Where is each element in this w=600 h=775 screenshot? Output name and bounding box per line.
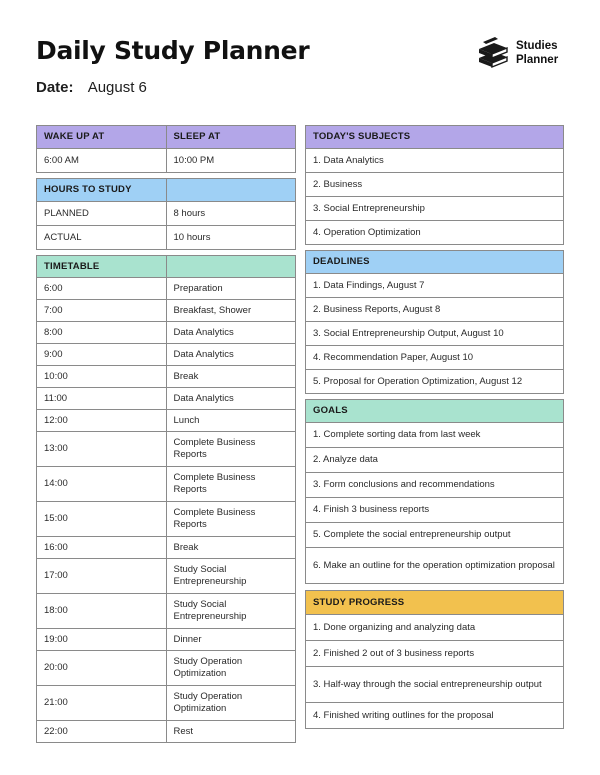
progress-item: 4. Finished writing outlines for the proposal (306, 703, 564, 729)
sleep-value: 10:00 PM (166, 149, 296, 173)
timetable-time: 8:00 (37, 322, 167, 344)
books-icon (476, 36, 510, 70)
timetable-time: 21:00 (37, 686, 167, 721)
progress-table (305, 590, 564, 729)
timetable-activity: Study Operation Optimization (166, 651, 296, 686)
goal-item: 3. Form conclusions and recommendations (306, 473, 564, 498)
subject-item: 1. Data Analytics (306, 149, 564, 173)
goals-header: GOALS (306, 400, 564, 423)
progress-item: 3. Half-way through the social entrepreneurship output (306, 667, 564, 703)
deadline-item: 1. Data Findings, August 7 (306, 274, 564, 298)
deadline-item: 5. Proposal for Operation Optimization, August 12 (306, 370, 564, 394)
timetable-time: 12:00 (37, 410, 167, 432)
timetable-time: 13:00 (37, 432, 167, 467)
timetable-time: 15:00 (37, 502, 167, 537)
timetable-header: TIMETABLE (37, 256, 167, 278)
timetable-activity: Rest (166, 721, 296, 743)
timetable-time: 18:00 (37, 594, 167, 629)
timetable-activity: Break (166, 537, 296, 559)
right-column (305, 125, 564, 729)
timetable-time: 9:00 (37, 344, 167, 366)
timetable-activity: Study Operation Optimization (166, 686, 296, 721)
goal-item: 2. Analyze data (306, 448, 564, 473)
wake-sleep-table (36, 125, 296, 173)
timetable-activity: Breakfast, Shower (166, 300, 296, 322)
timetable-time: 16:00 (37, 537, 167, 559)
date-row (36, 79, 147, 96)
timetable-activity: Study Social Entrepreneurship (166, 559, 296, 594)
timetable-activity: Complete Business Reports (166, 502, 296, 537)
page-title: Daily Study Planner (36, 36, 310, 65)
timetable-activity: Complete Business Reports (166, 467, 296, 502)
timetable-time: 19:00 (37, 629, 167, 651)
hours-table (36, 178, 296, 250)
timetable-activity: Study Social Entrepreneurship (166, 594, 296, 629)
planned-label: PLANNED (37, 202, 167, 226)
logo-text (516, 39, 558, 67)
timetable-time: 20:00 (37, 651, 167, 686)
timetable-activity: Data Analytics (166, 322, 296, 344)
date-value: August 6 (87, 79, 147, 96)
progress-item: 1. Done organizing and analyzing data (306, 615, 564, 641)
goal-item: 4. Finish 3 business reports (306, 498, 564, 523)
deadline-item: 3. Social Entrepreneurship Output, August 10 (306, 322, 564, 346)
timetable-activity: Complete Business Reports (166, 432, 296, 467)
progress-header: STUDY PROGRESS (306, 591, 564, 615)
actual-label: ACTUAL (37, 226, 167, 250)
subject-item: 2. Business (306, 173, 564, 197)
subject-item: 3. Social Entrepreneurship (306, 197, 564, 221)
sleep-header: SLEEP AT (166, 126, 296, 149)
logo (476, 36, 558, 70)
wake-up-value: 6:00 AM (37, 149, 167, 173)
timetable-time: 14:00 (37, 467, 167, 502)
hours-header: HOURS TO STUDY (37, 179, 167, 202)
timetable-activity: Data Analytics (166, 388, 296, 410)
timetable-time: 10:00 (37, 366, 167, 388)
logo-line-1: Studies (516, 40, 558, 52)
actual-value: 10 hours (166, 226, 296, 250)
goals-table (305, 399, 564, 584)
planned-value: 8 hours (166, 202, 296, 226)
timetable (36, 255, 296, 743)
timetable-activity: Dinner (166, 629, 296, 651)
hours-header-blank (166, 179, 296, 202)
subjects-table (305, 125, 564, 245)
wake-up-header: WAKE UP AT (37, 126, 167, 149)
subjects-header: TODAY'S SUBJECTS (306, 126, 564, 149)
deadline-item: 2. Business Reports, August 8 (306, 298, 564, 322)
deadlines-table (305, 250, 564, 394)
goal-item: 1. Complete sorting data from last week (306, 423, 564, 448)
goal-item: 6. Make an outline for the operation optimization proposal (306, 548, 564, 584)
timetable-time: 17:00 (37, 559, 167, 594)
logo-line-2: Planner (516, 54, 559, 66)
timetable-time: 7:00 (37, 300, 167, 322)
timetable-header-blank (166, 256, 296, 278)
subject-item: 4. Operation Optimization (306, 221, 564, 245)
goal-item: 5. Complete the social entrepreneurship output (306, 523, 564, 548)
deadlines-header: DEADLINES (306, 251, 564, 274)
timetable-activity: Preparation (166, 278, 296, 300)
deadline-item: 4. Recommendation Paper, August 10 (306, 346, 564, 370)
timetable-time: 11:00 (37, 388, 167, 410)
timetable-activity: Data Analytics (166, 344, 296, 366)
left-column (36, 125, 296, 743)
date-label: Date: (36, 79, 74, 96)
timetable-time: 22:00 (37, 721, 167, 743)
timetable-activity: Break (166, 366, 296, 388)
progress-item: 2. Finished 2 out of 3 business reports (306, 641, 564, 667)
timetable-activity: Lunch (166, 410, 296, 432)
timetable-time: 6:00 (37, 278, 167, 300)
